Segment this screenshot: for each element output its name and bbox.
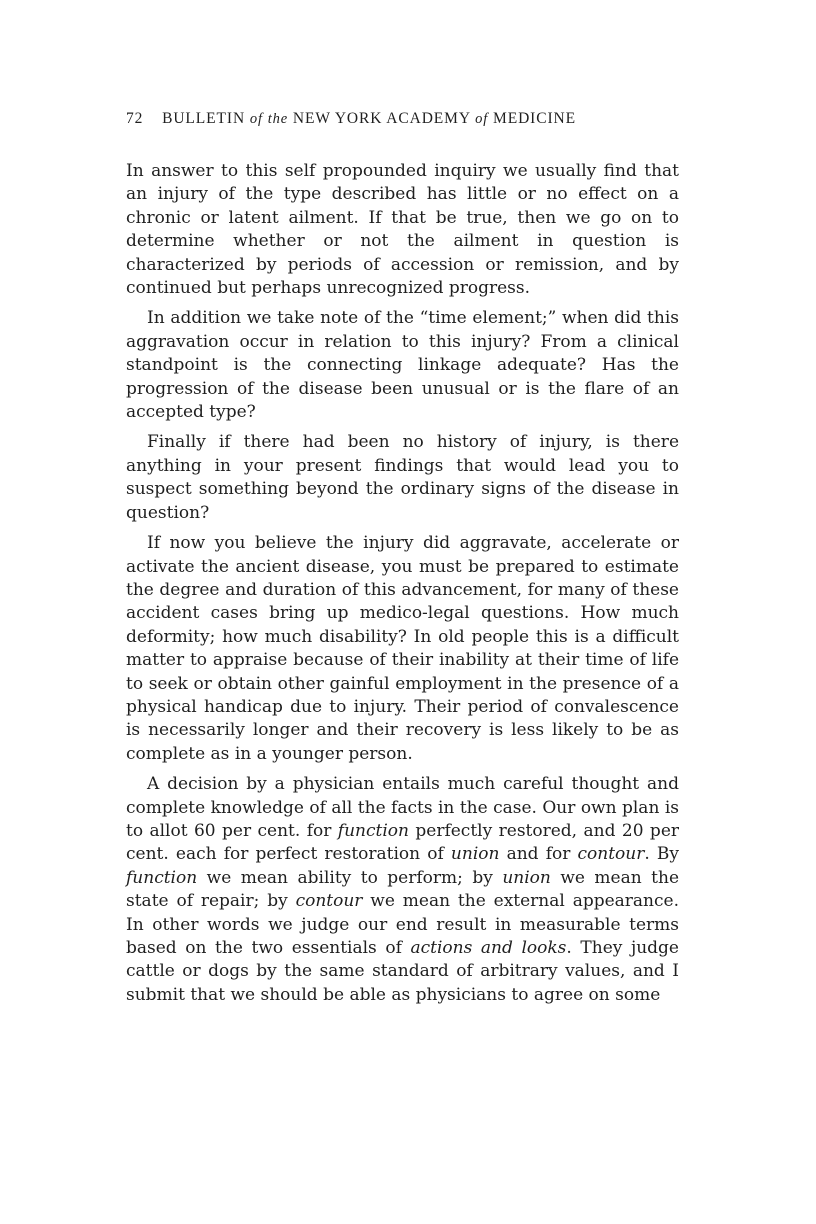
term-actions-and-looks: actions and looks bbox=[410, 938, 567, 958]
header-of-2: of bbox=[475, 111, 489, 127]
header-academy: NEW YORK ACADEMY bbox=[292, 110, 471, 127]
para5-text: we mean ability to perform; by bbox=[197, 867, 503, 888]
header-of: of bbox=[249, 111, 263, 127]
para5-text: . By bbox=[644, 844, 679, 865]
header-bulletin: BULLETIN bbox=[162, 110, 246, 127]
body-text bbox=[126, 160, 679, 1007]
paragraph-1: In answer to this self propounded inquiry we usually find that an injury of the type described has little or no effect on a chronic or latent ailment. If that be true, then we go on to determine whether or not the ailment in question is characterized by periods of accession or remission, and by continued but perhaps unrecognized progress. bbox=[126, 161, 679, 299]
paragraph-5 bbox=[126, 773, 679, 1007]
term-union: union bbox=[450, 844, 500, 865]
para5-text: . They judge cattle or dogs by the same standard of arbitrary values, and I submit that we should be able as physicians to agree on some bbox=[126, 938, 679, 1005]
paragraph-4: If now you believe the injury did aggravate, accelerate or activate the ancient disease, you must be prepared to estimate the degree and duration of this advancement, for many of these accident cases bring up medico-legal questions. How much deformity; how much disability? In old people this is a difficult matter to appraise because of their inability at their time of life to seek or obtain other gainful employment in the presence of a physical handicap due to injury. Their period of convalescence is necessarily longer and their recovery is less likely to be as complete as in a younger person. bbox=[126, 533, 679, 764]
page bbox=[126, 108, 679, 1014]
running-header bbox=[126, 108, 679, 130]
term-contour: contour bbox=[577, 844, 645, 865]
para5-text: and for bbox=[499, 844, 578, 865]
para5-text: A decision by a physician entails much careful thought and complete knowledge of all the facts in the case. Our own plan is to allot 60 per cent. for bbox=[126, 774, 679, 841]
term-union: union bbox=[502, 867, 551, 888]
page-number: 72 bbox=[126, 110, 144, 127]
para5-text: perfectly restored, and 20 per cent. each for perfect restoration of bbox=[126, 820, 680, 865]
para5-text: we mean the external appearance. In other words we judge our end result in measurable terms based on the two essentials of bbox=[126, 891, 679, 958]
header-the: the bbox=[267, 111, 289, 127]
para5-text: we mean the state of repair; by bbox=[126, 867, 680, 912]
paragraph-3: Finally if there had been no history of injury, is there anything in your present findings that would lead you to suspect something beyond the ordinary signs of the disease in question? bbox=[126, 432, 679, 523]
paragraph-2: In addition we take note of the “time element;” when did this aggravation occur in relation to this injury? From a clinical standpoint is the connecting linkage adequate? Has the progression of the disease been unusual or is the flare of an accepted type? bbox=[126, 308, 679, 423]
term-contour: contour bbox=[295, 891, 363, 912]
term-function: function bbox=[126, 867, 198, 888]
term-function: function bbox=[337, 820, 409, 841]
header-medicine: MEDICINE bbox=[493, 110, 576, 127]
